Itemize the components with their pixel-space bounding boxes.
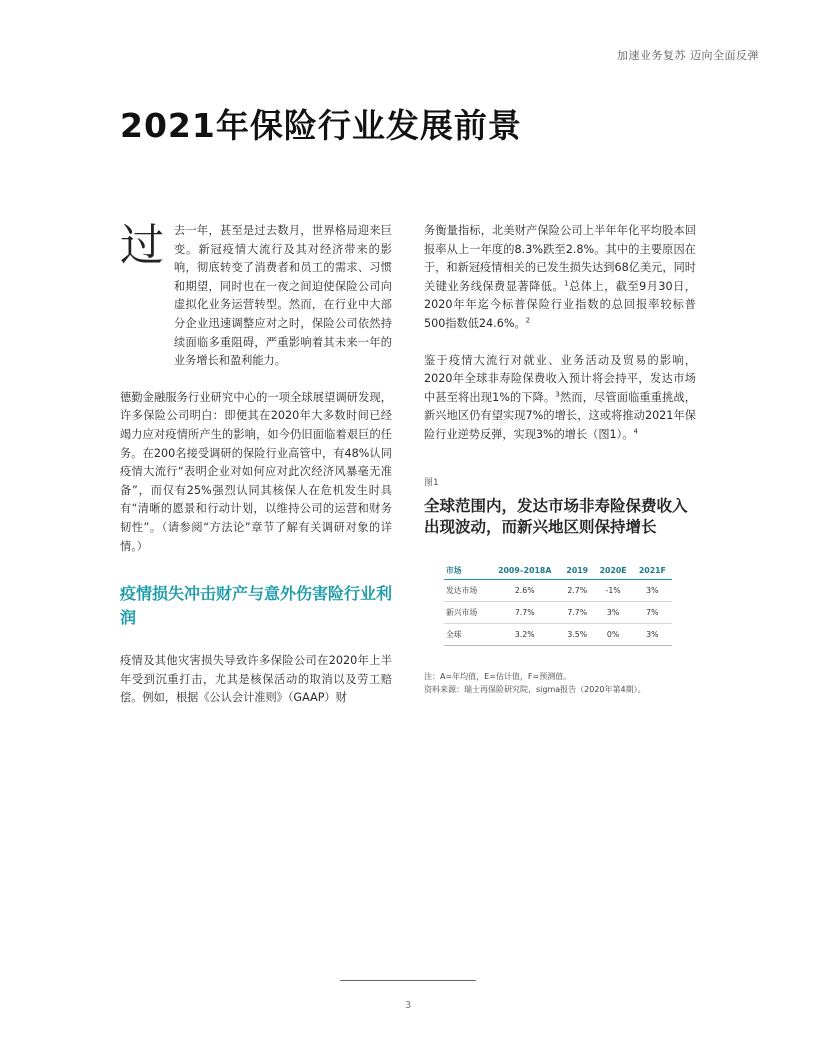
page-title: 2021年保险行业发展前景	[120, 106, 522, 145]
left-column	[120, 222, 392, 708]
running-head: 加速业务复苏 迈向全面反弹	[617, 49, 759, 62]
table-row	[444, 623, 672, 645]
roe-text: 务衡量指标，北美财产保险公司上半年年化平均股本回报率从上一年度的8.3%跌至2.8%。其中的主要原因在于，和新冠疫情相关的已发生损失达到68亿美元，同时关键业务线保费显著降低。	[424, 224, 696, 293]
intro-paragraph	[120, 222, 392, 371]
premium-text-continued: 然而，尽管面临重重挑战，新兴地区仍有望实现7%的增长，这或将推动2021年保险行业逆势反弹，实现3%的增长（图1）。	[424, 390, 696, 441]
section-heading: 疫情损失冲击财产与意外伤害险行业利润	[120, 584, 393, 628]
premium-text: 鉴于疫情大流行对就业、业务活动及贸易的影响，2020年全球非寿险保费收入预计将会持平，发达市场中甚至将出现1%的下降。	[424, 353, 696, 404]
table-cell: 3%	[633, 579, 672, 601]
table-cell: 0%	[594, 623, 633, 645]
right-column	[424, 222, 696, 696]
drop-cap: 过	[120, 220, 164, 271]
roe-text-continued: 总体上，截至9月30日，2020年年迄今标普保险行业指数的总回报率较标普500指数低24.6%。	[424, 279, 696, 330]
column-header: 2019	[561, 562, 594, 580]
table-cell: 新兴市场	[444, 601, 488, 623]
table-row	[444, 579, 672, 601]
column-header: 2020E	[594, 562, 633, 580]
table-cell: 2.6%	[488, 579, 561, 601]
growth-table	[444, 562, 672, 646]
table-cell: 7.7%	[561, 601, 594, 623]
figure-label: 图1	[424, 477, 439, 488]
figure-title: 全球范围内，发达市场非寿险保费收入出现波动，而新兴地区则保持增长	[424, 496, 688, 536]
table-cell: 全球	[444, 623, 488, 645]
intro-text: 去一年，甚至是过去数月，世界格局迎来巨变。新冠疫情大流行及其对经济带来的影响，彻底转变了消费者和员工的需求、习惯和期望，同时也在一夜之间迫使保险公司向虚拟化业务运营转型。然而，在行业中大部分企业迅速调整应对之时，保险公司依然持续面临多重阻碍，严重影响着其未来一年的业务增长和盈利能力。	[174, 224, 392, 368]
column-header: 市场	[444, 562, 488, 580]
footnote-ref[interactable]: 3	[555, 390, 560, 399]
footnote-ref[interactable]: 2	[525, 316, 531, 325]
losses-paragraph: 疫情及其他灾害损失导致许多保险公司在2020年上半年受到沉重打击，尤其是核保活动的取消以及劳工赔偿。例如，根据《公认会计准则》（GAAP）财	[120, 654, 392, 705]
column-header: 2009–2018A	[488, 562, 561, 580]
premium-paragraph	[424, 352, 696, 445]
table-cell: 3%	[594, 601, 633, 623]
figure-source: 资料来源：瑞士再保险研究院，sigma报告（2020年第4期）。	[424, 684, 646, 694]
roe-paragraph	[424, 222, 696, 334]
table-cell: 2.7%	[561, 579, 594, 601]
figure-note: 注：A=年均值，E=估计值，F=预测值。	[424, 671, 572, 681]
footnote-ref[interactable]: 4	[633, 427, 638, 436]
table-cell: -1%	[594, 579, 633, 601]
column-header: 2021F	[633, 562, 672, 580]
table-row	[444, 601, 672, 623]
figure-notes	[424, 670, 696, 696]
footnote-ref[interactable]: 1	[564, 279, 569, 288]
table-header-row	[444, 562, 672, 580]
table-cell: 发达市场	[444, 579, 488, 601]
survey-paragraph: 德勤金融服务行业研究中心的一项全球展望调研发现，许多保险公司明白：即便其在2020年大多数时间已经竭力应对疫情所产生的影响，如今仍旧面临着艰巨的任务。在200名接受调研的保险行业高管中，有48%认同疫情大流行“表明企业对如何应对此次经济风暴毫无准备”，而仅有25%强烈认同其核保人在危机发生时具有“清晰的愿景和行动计划，以维持公司的运营和财务韧性”。（请参阅“方法论”章节了解有关调研对象的详情。）	[120, 390, 392, 553]
page-number: 3	[404, 1000, 412, 1011]
table-cell: 3.2%	[488, 623, 561, 645]
table-cell: 7.7%	[488, 601, 561, 623]
footer-rule	[340, 980, 476, 981]
table-cell: 3.5%	[561, 623, 594, 645]
table-cell: 3%	[633, 623, 672, 645]
table-cell: 7%	[633, 601, 672, 623]
